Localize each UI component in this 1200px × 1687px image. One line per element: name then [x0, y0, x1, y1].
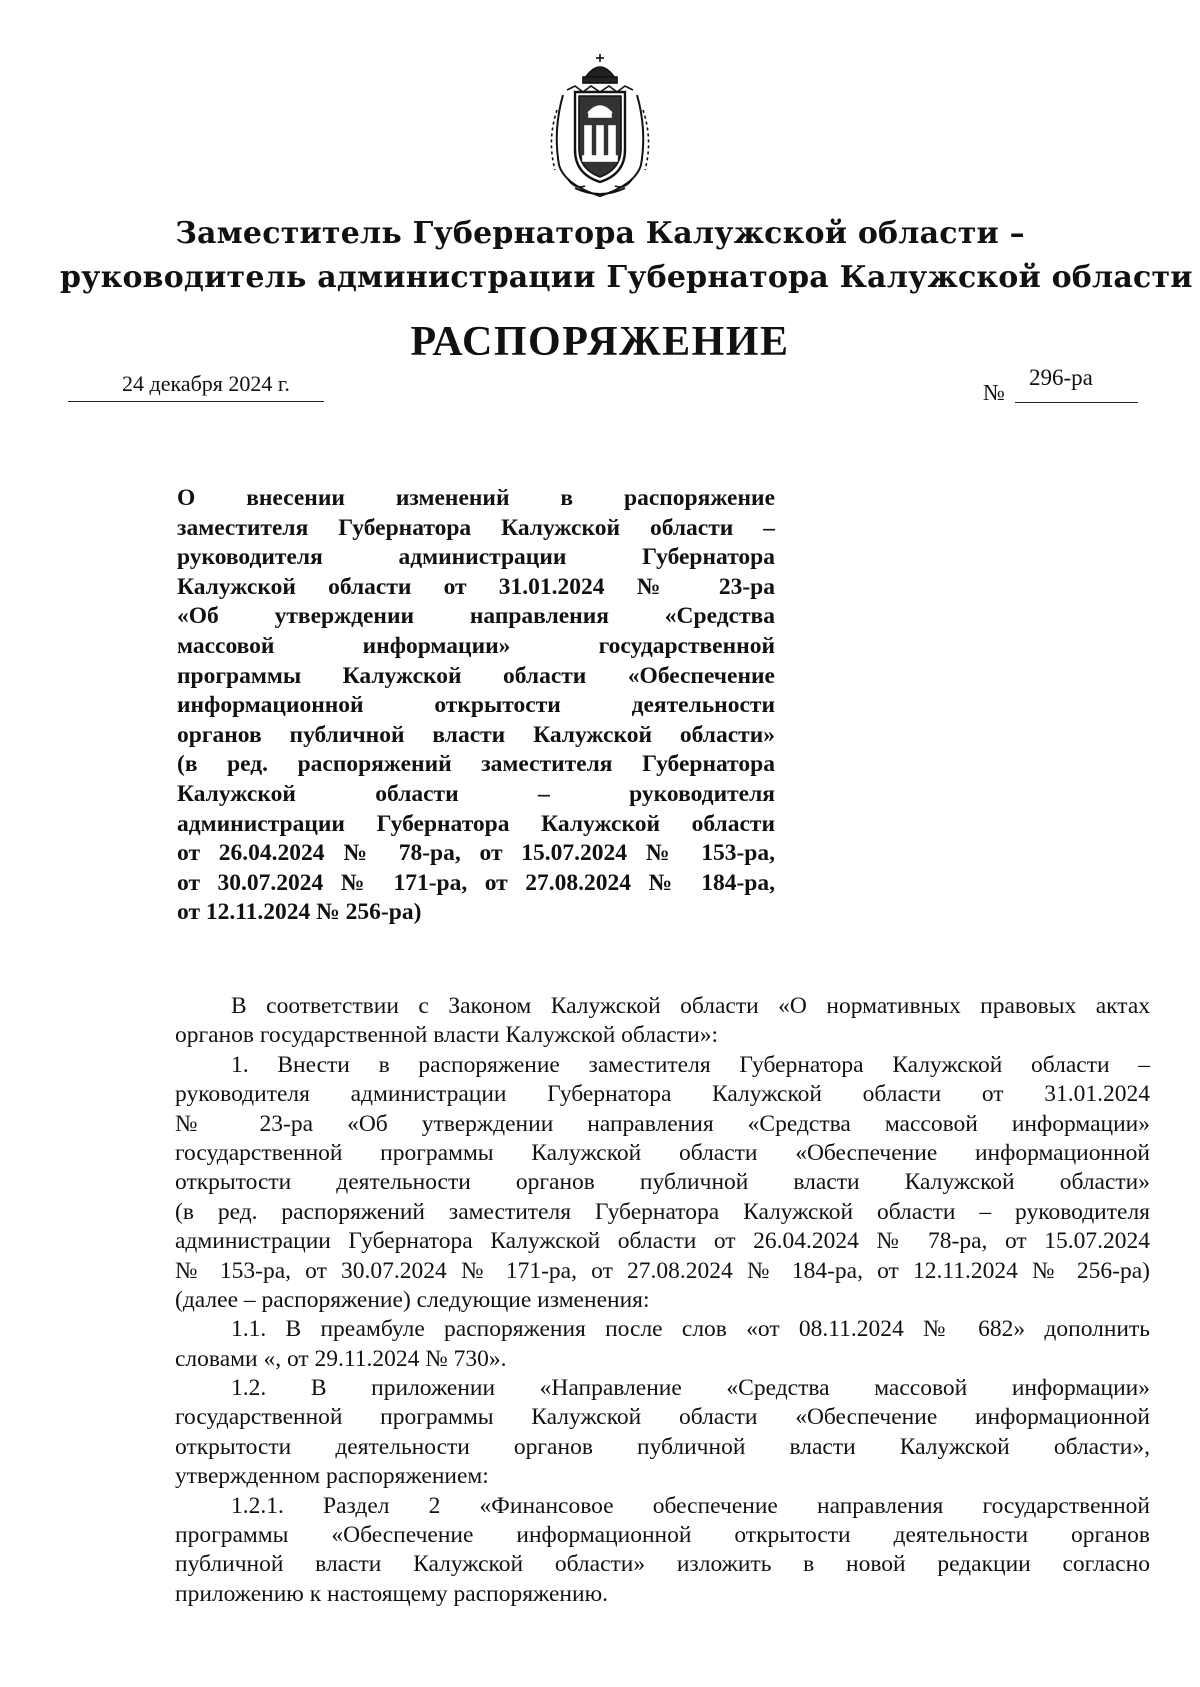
subject-line: от 30.07.2024 № 171-ра, от 27.08.2024 № 184-ра,: [177, 869, 775, 896]
body-line: государственной программы Калужской области «Обеспечение информационной: [175, 1139, 1150, 1166]
issuing-authority: [60, 212, 1193, 300]
body-line: публичной власти Калужской области» изложить в новой редакции согласно: [175, 1551, 1150, 1578]
subject-line: массовой информации» государственной: [177, 632, 775, 659]
body-line: № 153-ра, от 30.07.2024 № 171-ра, от 27.08.2024 № 184-ра, от 12.11.2024 № 256-ра): [175, 1257, 1150, 1284]
subject-line: органов публичной власти Калужской области»: [177, 721, 775, 748]
body-line: государственной программы Калужской области «Обеспечение информационной: [175, 1404, 1150, 1431]
body-line: органов государственной власти Калужской области»:: [175, 1022, 718, 1049]
body-line: программы «Обеспечение информационной открытости деятельности органов: [175, 1522, 1150, 1549]
body-line: приложению к настоящему распоряжению.: [175, 1580, 608, 1607]
document-subject: [177, 484, 775, 928]
body-line: (далее – распоряжение) следующие изменения:: [175, 1286, 650, 1313]
body-line: руководителя администрации Губернатора Калужской области от 31.01.2024: [175, 1081, 1150, 1108]
subject-line: О внесении изменений в распоряжение: [177, 485, 775, 511]
body-line: 1.2. В приложении «Направление «Средства массовой информации»: [231, 1375, 1150, 1402]
subject-line: от 12.11.2024 № 256-ра): [177, 899, 422, 926]
coat-of-arms-emblem: [545, 50, 655, 200]
subject-line: администрации Губернатора Калужской области: [177, 810, 775, 837]
subject-line: Калужской области – руководителя: [177, 780, 775, 807]
body-line: утвержденном распоряжением:: [175, 1463, 489, 1490]
body-line: открытости деятельности органов публичной власти Калужской области»: [175, 1169, 1150, 1196]
subject-line: заместителя Губернатора Калужской области –: [177, 514, 775, 541]
date-field: [68, 369, 324, 402]
body-line: словами «, от 29.11.2024 № 730».: [175, 1345, 507, 1372]
body-line: 1.2.1. Раздел 2 «Финансовое обеспечение направления государственной: [231, 1492, 1150, 1519]
subject-line: «Об утверждении направления «Средства: [177, 603, 775, 630]
body-line: открытости деятельности органов публичной власти Калужской области»,: [175, 1433, 1150, 1460]
body-line: 1. Внести в распоряжение заместителя Губернатора Калужской области –: [231, 1051, 1150, 1078]
authority-line: Заместитель Губернатора Калужской области –: [175, 216, 1025, 251]
body-line: В соответствии с Законом Калужской области «О нормативных правовых актах: [231, 993, 1150, 1019]
subject-line: Калужской области от 31.01.2024 № 23-ра: [177, 573, 775, 600]
subject-line: информационной открытости деятельности: [177, 692, 775, 719]
subject-line: руководителя администрации Губернатора: [177, 544, 775, 571]
body-line: № 23-ра «Об утверждении направления «Средства массовой информации»: [175, 1110, 1150, 1137]
document-type-title: РАСПОРЯЖЕНИЕ: [410, 319, 790, 365]
document-body: [175, 992, 1150, 1609]
body-line: 1.1. В преамбуле распоряжения после слов «от 08.11.2024 № 682» дополнить: [231, 1316, 1150, 1343]
subject-line: программы Калужской области «Обеспечение: [177, 662, 775, 689]
document-date: 24 декабря 2024 г.: [122, 371, 290, 396]
body-line: администрации Губернатора Калужской области от 26.04.2024 № 78-ра, от 15.07.2024: [175, 1228, 1150, 1255]
body-line: (в ред. распоряжений заместителя Губернатора Калужской области – руководителя: [175, 1198, 1150, 1225]
document-number: 296-ра: [1029, 365, 1093, 390]
authority-line: руководитель администрации Губернатора Калужской области: [60, 260, 1193, 295]
subject-line: от 26.04.2024 № 78-ра, от 15.07.2024 № 153-ра,: [177, 840, 775, 867]
subject-line: (в ред. распоряжений заместителя Губернатора: [177, 751, 775, 778]
number-sign: №: [983, 380, 1005, 405]
number-field: [1015, 365, 1138, 403]
